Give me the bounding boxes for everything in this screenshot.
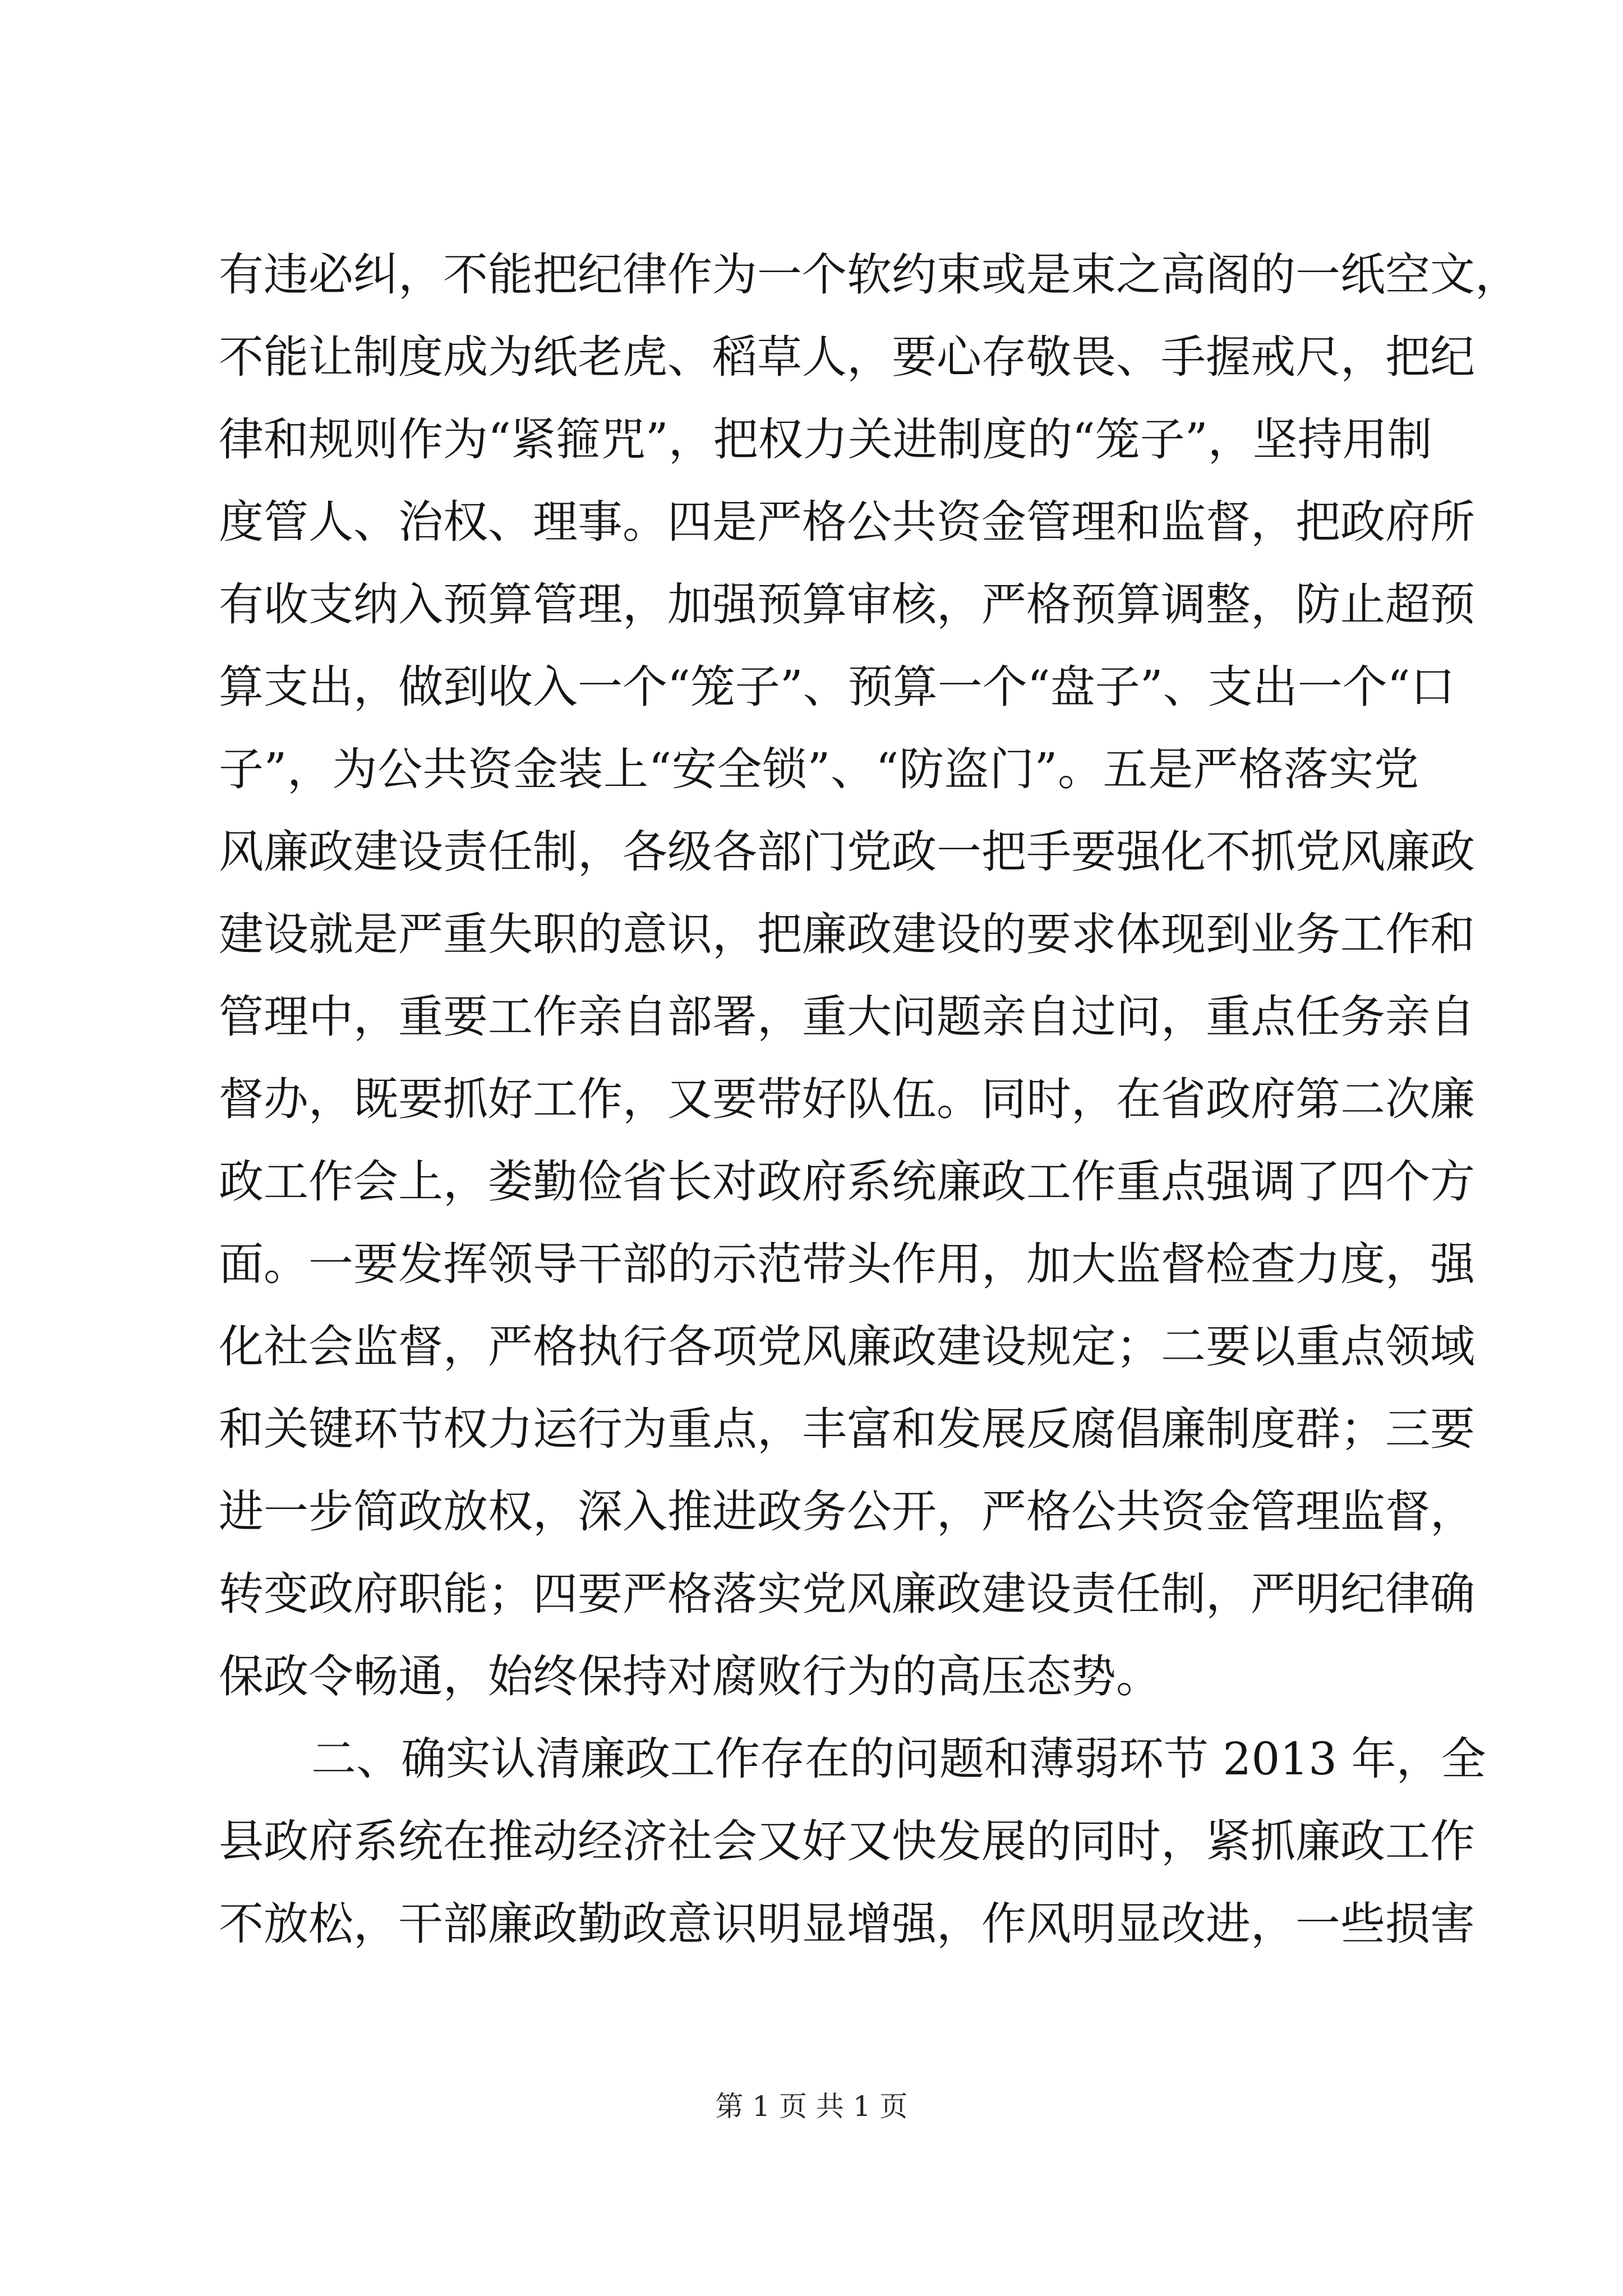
- text-line: 不放松，干部廉政勤政意识明显增强，作风明显改进，一些损害: [219, 1898, 1475, 1950]
- text-line: 督办，既要抓好工作，又要带好队伍。同时，在省政府第二次廉: [219, 1073, 1475, 1125]
- text-line: 转变政府职能；四要严格落实党风廉政建设责任制，严明纪律确: [219, 1568, 1475, 1620]
- text-line: 子”，为公共资金装上“安全锁”、“防盗门”。五是严格落实党: [219, 743, 1419, 795]
- text-line: 化社会监督，严格执行各项党风廉政建设规定；二要以重点领域: [219, 1320, 1475, 1373]
- text-line: 和关键环节权力运行为重点，丰富和发展反腐倡廉制度群；三要: [219, 1403, 1475, 1455]
- text-line: 有收支纳入预算管理，加强预算审核，严格预算调整，防止超预: [219, 578, 1475, 631]
- text-line: 有违必纠，不能把纪律作为一个软约束或是束之高阁的一纸空文，: [219, 249, 1520, 301]
- text-line: 县政府系统在推动经济社会又好又快发展的同时，紧抓廉政工作: [219, 1815, 1475, 1867]
- text-line: 算支出，做到收入一个“笼子”、预算一个“盘子”、支出一个“口: [219, 661, 1455, 713]
- page-number-label: 第 1 页 共 1 页: [715, 2090, 908, 2123]
- text-line: 面。一要发挥领导干部的示范带头作用，加大监督检查力度，强: [219, 1238, 1475, 1290]
- text-line: 律和规则作为“紧箍咒”，把权力关进制度的“笼子”，坚持用制: [219, 413, 1432, 466]
- text-line: 建设就是严重失职的意识，把廉政建设的要求体现到业务工作和: [219, 908, 1475, 960]
- text-line: 保政令畅通，始终保持对腐败行为的高压态势。: [219, 1650, 1161, 1703]
- text-line: 管理中，重要工作亲自部署，重大问题亲自过问，重点任务亲自: [219, 991, 1475, 1043]
- text-line: 政工作会上，娄勤俭省长对政府系统廉政工作重点强调了四个方: [219, 1156, 1475, 1208]
- page-footer: [0, 2087, 1623, 2126]
- text-line: 进一步简政放权，深入推进政务公开，严格公共资金管理监督，: [219, 1485, 1475, 1538]
- text-line: 风廉政建设责任制，各级各部门党政一把手要强化不抓党风廉政: [219, 826, 1475, 878]
- section-heading-line: 二、确实认清廉政工作存在的问题和薄弱环节 2013 年，全: [311, 1733, 1486, 1785]
- text-line: 不能让制度成为纸老虎、稻草人，要心存敬畏、手握戒尺，把纪: [219, 331, 1475, 383]
- text-line: 度管人、治权、理事。四是严格公共资金管理和监督，把政府所: [219, 496, 1475, 548]
